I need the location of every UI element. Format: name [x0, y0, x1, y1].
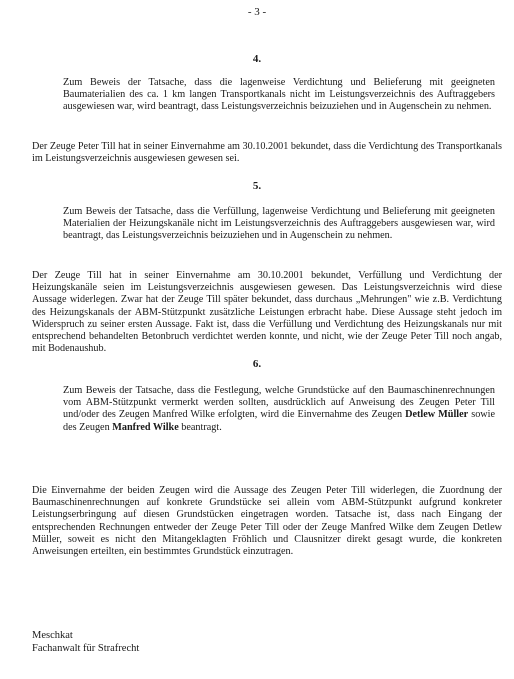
witness-name-1: Detlew Müller — [405, 409, 469, 421]
section-6-claim — [63, 385, 495, 434]
signature-title: Fachanwalt für Strafrecht — [32, 643, 140, 654]
section-4-heading: 4. — [252, 53, 262, 65]
section-6-claim-text-3: beantragt. — [178, 421, 222, 433]
section-4-claim: Zum Beweis der Tatsache, dass die lagenweise Verdichtung und Belieferung mit geeigneten Baumaterialien des ca. 1 km langen Transportkanals nicht im Leistungsverzeichnis des Auftraggebers ausgewiesen war, wird beantragt, dass Leistungsverzeichnis beizuziehen und in Augenschein zu nehmen. — [63, 77, 495, 113]
section-6-claim-text-2: sowie des Zeugen — [63, 409, 496, 433]
witness-name-2: Manfred Wilke — [112, 421, 179, 433]
signature-name: Meschkat — [32, 630, 73, 641]
section-5-statement: Der Zeuge Till hat in seiner Einvernahme am 30.10.2001 bekundet, Verfüllung und Verdichtung der Heizungskanäle seien im Leistungsverzeichnis ausgewiesen gewesen. Das Leistungsverzeichnis wird diese Aussage widerlegen. Zwar hat der Zeuge Till später bekundet, dass durchaus „Mehrungen" wie z.B. Verdichtung des Heizungskanals der ABM-Stützpunkt zusätzliche Leistungen erbracht habe. Diese Aussage steht jedoch im Widerspruch zu seiner ersten Aussage. Fakt ist, dass die Verfüllung und Verdichtung des Heizungskanals nur mit entsprechend behandelten Betonbruch verdichtet werden konnte, und nicht, wie der Zeuge Peter Till noch angab, mit Bodenaushub. — [32, 270, 502, 355]
section-5-claim: Zum Beweis der Tatsache, dass die Verfüllung, lagenweise Verdichtung und Belieferung mit geeigneten Materialien der Heizungskanäle nicht im Leistungsverzeichnis des Auftraggebers ausgewiesen war, wird beantragt, das Leistungsverzeichnis beizuziehen und in Augenschein zu nehmen. — [63, 206, 495, 242]
section-5-heading: 5. — [252, 180, 262, 192]
section-6-claim-text-1: Zum Beweis der Tatsache, dass die Festlegung, welche Grundstücke auf den Baumaschinenrechnungen vom ABM-Stützpunkt vermerkt werden sollten, ausdrücklich auf Anweisung des Zeugen Peter Till und/oder des Zeugen Manfred Wilke erfolgten, wird die Einvernahme des Zeugen — [63, 385, 495, 421]
section-6-heading: 6. — [252, 358, 262, 370]
page-number: - 3 - — [247, 6, 267, 18]
section-6-statement: Die Einvernahme der beiden Zeugen wird die Aussage des Zeugen Peter Till widerlegen, die Zuordnung der Baumaschinenrechnungen auf konkrete Grundstücke sei allein vom ABM-Stützpunkt aufgrund konkreter Leistungserbringung auf diesen Grundstücken eingetragen worden. Tatsache ist, dass nach Eingang der entsprechenden Rechnungen entweder der Zeuge Peter Till oder der Zeuge Manfred Wilke dem Zeugen Detlew Müller, soweit es nicht den Mitangeklagten Fröhlich und Clausnitzer direkt gesagt wurde, die konkreten Anweisungen erteilten, ein bestimmtes Grundstück einzutragen. — [32, 485, 502, 558]
section-4-statement: Der Zeuge Peter Till hat in seiner Einvernahme am 30.10.2001 bekundet, dass die Verdichtung des Transportkanals im Leistungsverzeichnis ausgewiesen gewesen sei. — [32, 141, 502, 165]
